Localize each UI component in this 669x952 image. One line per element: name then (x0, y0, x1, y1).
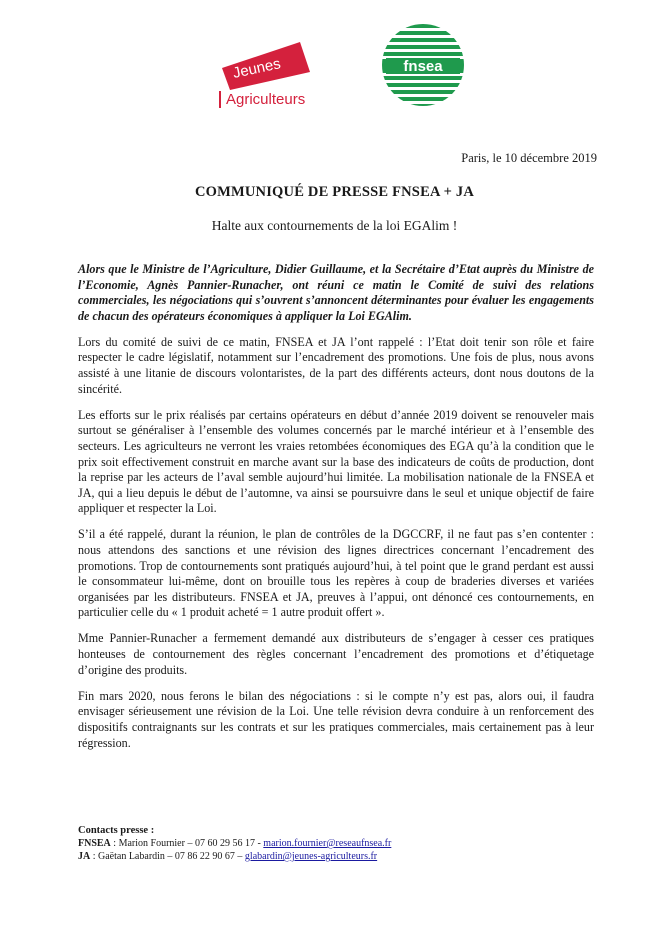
contact-fnsea-email-link[interactable]: marion.fournier@reseaufnsea.fr (263, 838, 392, 849)
contact-ja-label: JA (78, 851, 91, 862)
body-paragraph-5: Fin mars 2020, nous ferons le bilan des négociations : si le compte n’y est pas, alors oui, il faudra envisager sérieusement une révision de la Loi. Une telle révision devra conduire à un renforcement des dispositifs contraignants sur les contrats et sur les pratiques commerciales, mais certainement pas à leur régression. (78, 688, 594, 750)
contact-fnsea-details: : Marion Fournier – 07 60 29 56 17 - (110, 838, 264, 849)
body-paragraph-2: Les efforts sur le prix réalisés par certains opérateurs en début d’année 2019 doivent se renouveler mais surtout se généraliser à l’ensemble des volumes concernés par le marché intérieur et à l’ensemble des secteurs. Les agriculteurs ne verront les vraies retombées économiques des EGA qu’à la condition que le prix soit effectivement construit en marche avant sur la base des indicateurs de coûts de production, dont la reprise par les acteurs de l’aval semble aujourd’hui limitée. La mobilisation nationale de la FNSEA et JA, qui a lieu depuis le début de l’automne, va ainsi se poursuivre dans le seul et unique objectif de faire appliquer et respecter la Loi. (78, 407, 594, 516)
contact-ja-details: : Gaëtan Labardin – 07 86 22 90 67 – (90, 851, 245, 862)
document-title: COMMUNIQUÉ DE PRESSE FNSEA + JA (194, 184, 475, 200)
contact-ja-email-link[interactable]: glabardin@jeunes-agriculteurs.fr (244, 851, 378, 862)
contact-fnsea-label: FNSEA (78, 838, 111, 849)
body-paragraph-1: Lors du comité de suivi de ce matin, FNSEA et JA l’ont rappelé : l’Etat doit tenir son rôle et faire respecter le cadre législatif, notamment sur l’encadrement des promotions. Une fois de plus, nous avons assisté à une litanie de discours volontaristes, de la part des différents acteurs, dont nous doutons de la sincérité. (78, 334, 594, 396)
fnsea-logo (380, 22, 466, 108)
ja-logo-agriculteurs: Agriculteurs (226, 91, 306, 108)
fnsea-logo-text: fnsea (403, 58, 443, 75)
jeunes-agriculteurs-logo (212, 38, 322, 110)
document-subtitle: Halte aux contournements de la loi EGAlim ! (211, 218, 458, 233)
lead-paragraph: Alors que le Ministre de l’Agriculture, Didier Guillaume, et la Secrétaire d’Etat auprès du Ministre de l’Economie, Agnès Pannier-Runacher, ont réuni ce matin le Comité de suivi des relations commerciales, les négociations qui s’ouvrent s’annoncent déterminantes pour évaluer les engagements de chacun des opérateurs économiques à appliquer la Loi EGAlim. (78, 262, 594, 323)
press-contacts (78, 824, 391, 863)
body-paragraph-3: S’il a été rappelé, durant la réunion, le plan de contrôles de la DGCCRF, il ne faut pas s’en contenter : nous attendons des sanctions et une révision des lignes directrices concernant l’encadrement des promotions. Trop de contournements sont pratiqués aujourd’hui, à tel point que le grand perdant est aussi le consommateur lui-même, dont on brouille tous les repères à coup de braderies diverses et variées organisées par les distributeurs. FNSEA et JA, preuves à l’appui, ont dénoncé ces contournements, en particulier celle du « 1 produit acheté = 1 autre produit offert ». (78, 527, 594, 620)
contact-ja (78, 850, 391, 863)
document-date: Paris, le 10 décembre 2019 (461, 151, 597, 165)
contact-fnsea (78, 837, 391, 850)
document-body (78, 262, 594, 762)
body-paragraph-4: Mme Pannier-Runacher a fermement demandé aux distributeurs de s’engager à cesser ces pratiques honteuses de contournement des règles concernant l’encadrement des promotions et d’étiquetage d’origine des produits. (78, 631, 594, 677)
contacts-heading: Contacts presse : (78, 825, 155, 836)
ja-logo-jeunes: Jeunes (231, 55, 283, 82)
